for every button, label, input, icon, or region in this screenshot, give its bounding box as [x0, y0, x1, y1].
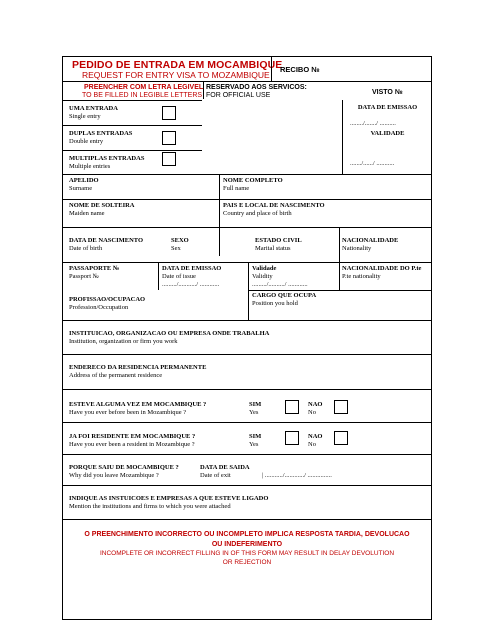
divider: [62, 485, 432, 486]
entry-multiple-sub: Multiple entries: [69, 163, 111, 170]
birthplace-sub: Country and place of birth: [223, 210, 292, 217]
divider: [62, 199, 432, 200]
exit-date-sub: Date of exit: [200, 472, 231, 479]
issue-sub: Date of issue: [162, 273, 196, 280]
why-left-sub: Why did you leave Mozambique ?: [69, 472, 159, 479]
been-sub: Have you ever before been in Mozambique ?: [69, 409, 187, 416]
divider: [62, 454, 432, 455]
divider: [62, 389, 432, 390]
divider: [248, 290, 432, 291]
fullname-label: NOME COMPLETO: [223, 177, 283, 184]
warning-pt-line1: O PREENCHIMENTO INCORRECTO OU INCOMPLETO IMPLICA RESPOSTA TARDIA, DEVOLUCAO: [84, 531, 410, 538]
sex-label: SEXO: [171, 237, 189, 244]
divider: [158, 262, 159, 290]
warning-pt-line2: OU INDEFERIMENTO: [211, 541, 283, 548]
sex-sub: Sex: [171, 245, 181, 252]
issue-dots: ........./.........../ ............: [162, 281, 220, 288]
dob-sub: Date of birth: [69, 245, 103, 252]
entry-double-checkbox[interactable]: [162, 131, 176, 145]
issue-label: DATA DE EMISSAO: [162, 265, 222, 272]
official-issue-label: DATA DE EMISSAO: [357, 104, 418, 111]
surname-sub: Surname: [69, 185, 93, 192]
validity-label: Validade: [252, 265, 277, 272]
been-no-sub: No: [308, 409, 316, 416]
surname-label: APELIDO: [69, 177, 99, 184]
entry-single-sub: Single entry: [69, 113, 101, 120]
divider: [271, 56, 272, 81]
institution-label: INSTITUICAO, ORGANIZACAO OU EMPRESA ONDE TRABALHA: [69, 330, 270, 337]
maiden-label: NOME DE SOLTEIRA: [69, 202, 135, 209]
resident-no-sub: No: [308, 441, 316, 448]
profession-sub: Profession/Occupation: [69, 304, 129, 311]
profession-label: PROFISSAO/OCUPACAO: [69, 296, 146, 303]
divider: [219, 174, 220, 256]
passport-sub: Passport №: [69, 273, 99, 280]
entry-multiple-checkbox[interactable]: [162, 152, 176, 166]
address-sub: Address of the permanent residence: [69, 372, 163, 379]
resident-no-checkbox[interactable]: [334, 431, 348, 445]
why-left-label: PORQUE SAIU DE MOCAMBIQUE ?: [69, 464, 179, 471]
position-sub: Position you hold: [252, 300, 298, 307]
divider: [62, 354, 432, 355]
official-issue-value: ......../......./ ..........: [350, 120, 396, 127]
nationality-sub: Nationality: [342, 245, 372, 252]
fill-instruction: PREENCHER COM LETRA LEGIVEL: [84, 84, 204, 91]
resident-sub: Have you ever been a resident in Mozambique ?: [69, 441, 195, 448]
resident-no-label: NAO: [308, 433, 323, 440]
entry-double-label: DUPLAS ENTRADAS: [69, 130, 133, 137]
exit-date-label: DATA DE SAIDA: [200, 464, 250, 471]
official-use-label: RESERVADO AOS SERVICOS:: [206, 84, 307, 91]
divider: [62, 174, 432, 175]
form-title: PEDIDO DE ENTRADA EM MOCAMBIQUE: [72, 59, 283, 71]
address-label: ENDERECO DA RESIDENCIA PERMANENTE: [69, 364, 207, 371]
passport-label: PASSAPORTE №: [69, 265, 120, 272]
divider: [248, 262, 249, 320]
resident-yes-label: SIM: [249, 433, 262, 440]
divider: [62, 150, 202, 151]
entry-multiple-label: MULTIPLAS ENTRADAS: [69, 155, 145, 162]
divider: [62, 519, 432, 520]
entry-single-checkbox[interactable]: [162, 106, 176, 120]
been-no-checkbox[interactable]: [334, 400, 348, 414]
resident-yes-checkbox[interactable]: [285, 431, 299, 445]
fill-instruction-en: TO BE FILLED IN LEGIBLE LETTERS: [82, 92, 203, 99]
resident-label: JA FOI RESIDENTE EM MOCAMBIQUE ?: [69, 433, 196, 440]
passport-nationality-sub: P.te nationality: [342, 273, 381, 280]
official-use-label-en: FOR OFFICIAL USE: [206, 92, 271, 99]
civil-sub: Marital status: [255, 245, 291, 252]
validity-dots: ........./........../ ............: [252, 281, 308, 288]
official-validity-label: VALIDADE: [370, 130, 405, 137]
validity-sub: Validity: [252, 273, 273, 280]
resident-yes-sub: Yes: [249, 441, 259, 448]
nationality-label: NACIONALIDADE: [342, 237, 399, 244]
attached-institutions-sub: Mention the institutions and firms to which you were attached: [69, 503, 231, 510]
divider: [62, 320, 432, 321]
entry-single-label: UMA ENTRADA: [69, 105, 118, 112]
institution-sub: Institution, organization or firm you work: [69, 338, 178, 345]
birthplace-label: PAIS E LOCAL DE NASCIMENTO: [223, 202, 325, 209]
warning-en-line2: OR REJECTION: [222, 559, 272, 566]
position-label: CARGO QUE OCUPA: [252, 292, 317, 299]
divider: [62, 81, 432, 82]
been-yes-sub: Yes: [249, 409, 259, 416]
divider: [62, 227, 432, 228]
attached-institutions-label: INDIQUE AS INSTUICOES E EMPRESAS A QUE ESTEVE LIGADO: [69, 495, 269, 502]
been-label: ESTEVE ALGUMA VEZ EM MOCAMBIQUE ?: [69, 401, 207, 408]
visto-label: VISTO №: [372, 89, 403, 96]
been-yes-checkbox[interactable]: [285, 400, 299, 414]
divider: [62, 100, 202, 101]
divider: [203, 81, 204, 99]
exit-date-dots: | .........../............/ ...............: [262, 472, 332, 479]
been-yes-label: SIM: [249, 401, 262, 408]
warning-en-line1: INCOMPLETE OR INCORRECT FILLING IN OF THIS FORM MAY RESULT IN DELAY DEVOLUTION: [99, 550, 395, 557]
official-validity-value: ......./....../ ...........: [350, 160, 395, 167]
fullname-sub: Full name: [223, 185, 250, 192]
recibo-label: RECIBO №: [280, 65, 320, 74]
divider: [62, 262, 432, 263]
maiden-sub: Maiden name: [69, 210, 105, 217]
divider: [62, 125, 202, 126]
been-no-label: NAO: [308, 401, 323, 408]
divider: [62, 422, 432, 423]
dob-label: DATA DE NASCIMENTO: [69, 237, 144, 244]
form-subtitle: REQUEST FOR ENTRY VISA TO MOZAMBIQUE: [82, 70, 270, 80]
passport-nationality-label: NACIONALIDADE DO P.te: [342, 265, 422, 272]
divider: [339, 227, 340, 290]
entry-double-sub: Double entry: [69, 138, 104, 145]
civil-label: ESTADO CIVIL: [255, 237, 302, 244]
